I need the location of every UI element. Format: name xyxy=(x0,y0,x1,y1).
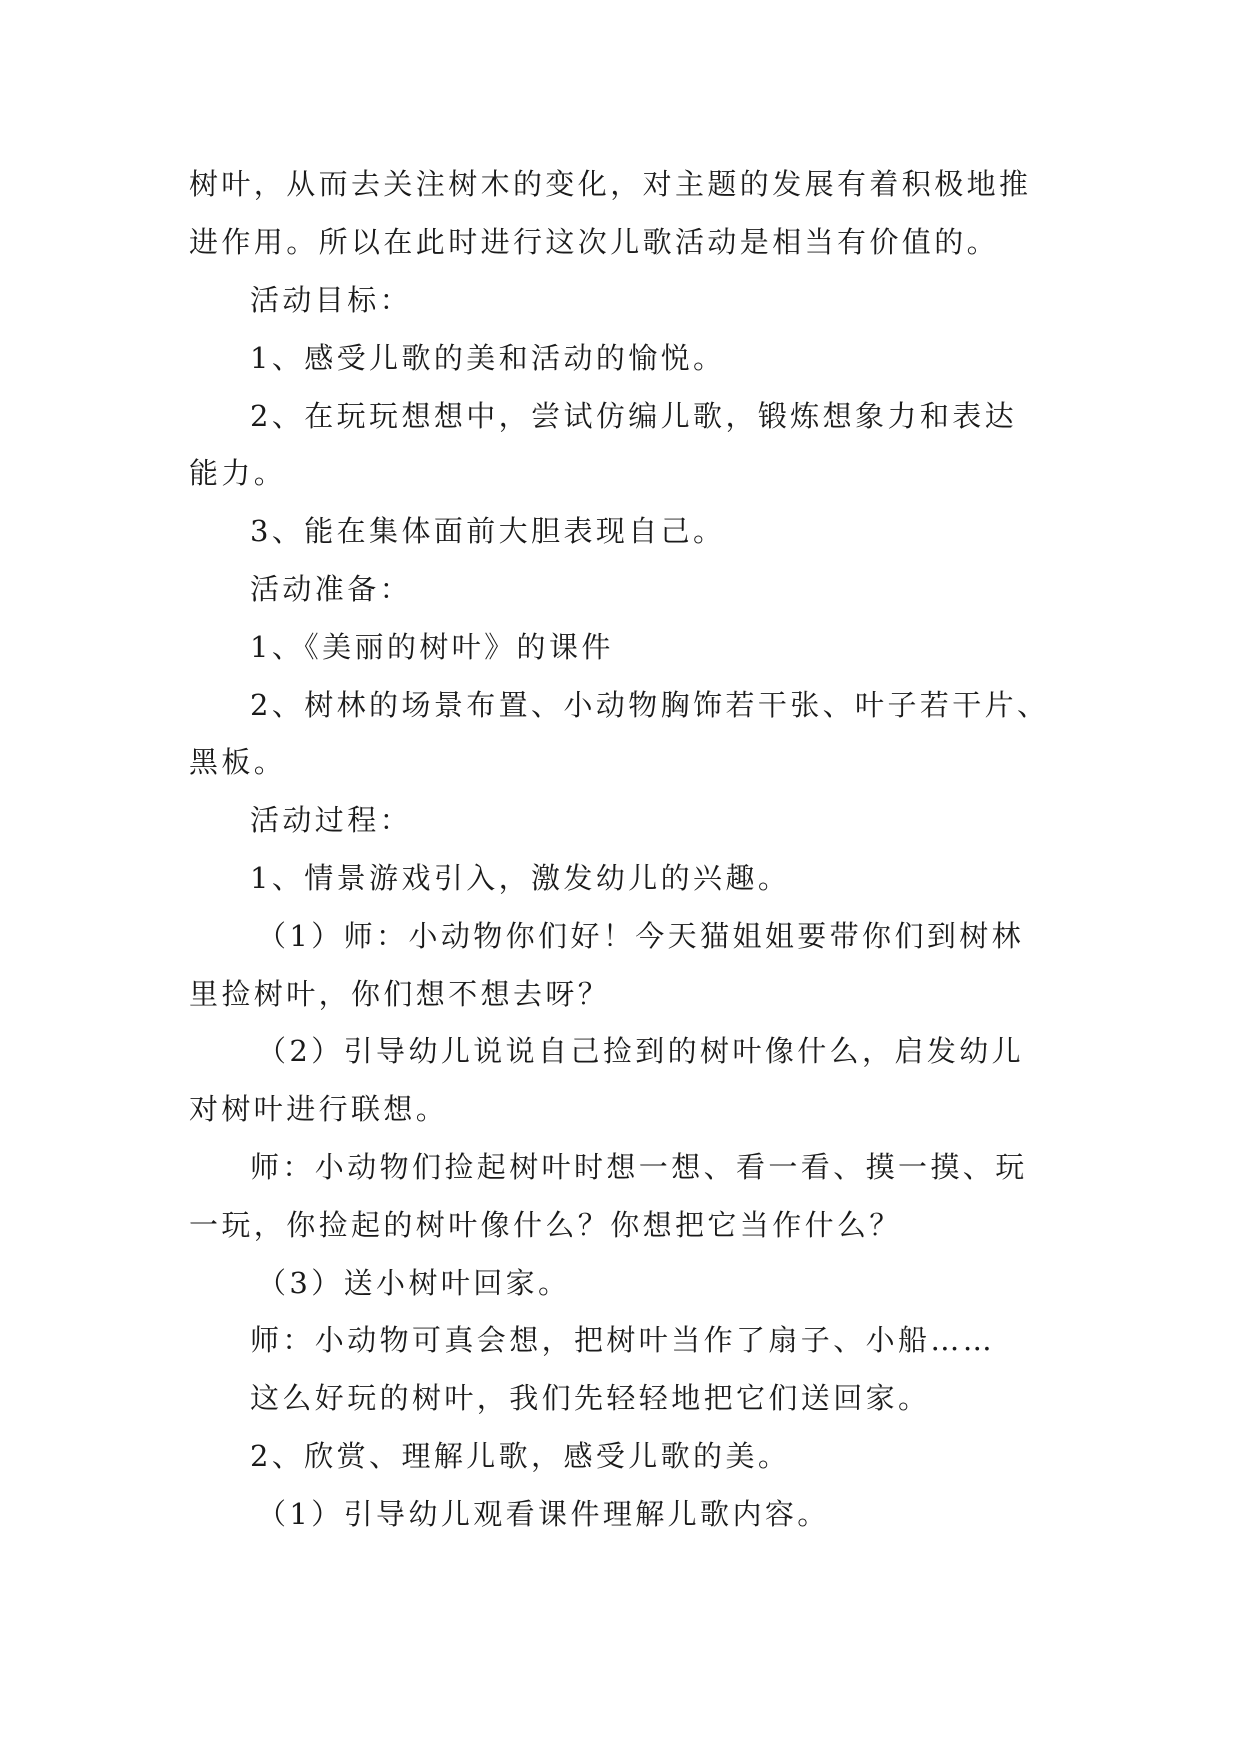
sub-item: （2）引导幼儿说说自己捡到的树叶像什么，启发幼儿 xyxy=(257,1034,1025,1068)
list-item: 2、在玩玩想想中，尝试仿编儿歌，锻炼想象力和表达 xyxy=(250,399,1018,433)
list-item: 1、情景游戏引入，激发幼儿的兴趣。 xyxy=(250,861,791,895)
dialogue-line: 师：小动物可真会想，把树叶当作了扇子、小船…… xyxy=(250,1323,996,1357)
dialogue-line: 这么好玩的树叶，我们先轻轻地把它们送回家。 xyxy=(250,1381,931,1415)
list-item: 2、树林的场景布置、小动物胸饰若干张、叶子若干片、 xyxy=(250,688,1050,722)
list-item: 3、能在集体面前大胆表现自己。 xyxy=(250,514,726,548)
sub-item: （3）送小树叶回家。 xyxy=(257,1266,571,1300)
list-item: 2、欣赏、理解儿歌，感受儿歌的美。 xyxy=(250,1439,791,1473)
body-text-line: 进作用。所以在此时进行这次儿歌活动是相当有价值的。 xyxy=(189,225,1000,259)
dialogue-continuation: 一玩，你捡起的树叶像什么？你想把它当作什么？ xyxy=(189,1208,902,1242)
list-item-continuation: 黑板。 xyxy=(189,745,287,779)
sub-item: （1）引导幼儿观看课件理解儿歌内容。 xyxy=(257,1497,830,1531)
dialogue-line: 师：小动物们捡起树叶时想一想、看一看、摸一摸、玩 xyxy=(250,1150,1028,1184)
list-item-continuation: 能力。 xyxy=(189,456,287,490)
list-item: 1、感受儿歌的美和活动的愉悦。 xyxy=(250,341,726,375)
sub-item: （1）师：小动物你们好！今天猫姐姐要带你们到树林 xyxy=(257,919,1025,953)
section-heading-preparation: 活动准备： xyxy=(250,572,413,606)
body-text-line: 树叶，从而去关注树木的变化，对主题的发展有着积极地推 xyxy=(189,167,1032,201)
sub-item-continuation: 里捡树叶，你们想不想去呀？ xyxy=(189,977,611,1011)
section-heading-process: 活动过程： xyxy=(250,803,413,837)
section-heading-goals: 活动目标： xyxy=(250,283,413,317)
list-item: 1、《美丽的树叶》的课件 xyxy=(250,630,614,664)
sub-item-continuation: 对树叶进行联想。 xyxy=(189,1092,449,1126)
